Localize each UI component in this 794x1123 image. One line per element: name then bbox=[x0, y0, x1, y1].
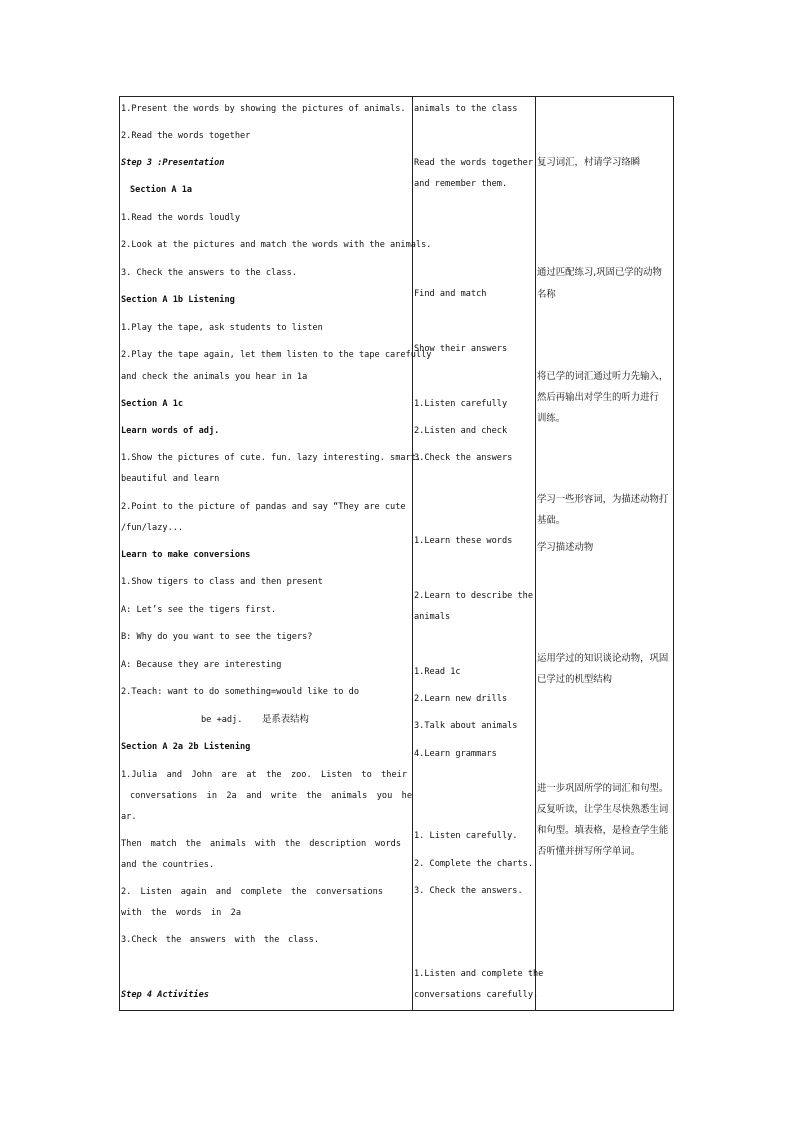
text-line: /fun/lazy... bbox=[121, 523, 184, 533]
text-line: 4.Learn grammars bbox=[414, 749, 497, 759]
text-line: 1.Learn these words bbox=[414, 536, 513, 546]
text-line: 1.Listen and complete the bbox=[414, 969, 544, 979]
text-line-chinese: 进一步巩固所学的词汇和句型。 bbox=[537, 783, 669, 794]
text-line: 1.Listen carefully bbox=[414, 399, 508, 409]
column-divider bbox=[535, 97, 536, 1010]
text-line: 2.Learn new drills bbox=[414, 694, 508, 704]
text-line: 1. Listen carefully. bbox=[414, 831, 518, 841]
text-line: Then match the animals with the description words bbox=[121, 839, 401, 849]
text-line-chinese: 运用学过的知识谈论动物，巩固 bbox=[537, 653, 669, 664]
text-line: beautiful and learn bbox=[121, 474, 220, 484]
text-line: and check the animals you hear in 1a bbox=[121, 372, 308, 382]
text-line: 2. Listen again and complete the conversations bbox=[121, 887, 383, 897]
step-heading: Step 4 Activities bbox=[121, 990, 209, 1000]
text-line-chinese: 通过匹配练习,巩固已学的动物 bbox=[537, 267, 662, 278]
text-line: with the words in 2a bbox=[121, 908, 241, 918]
text-line: and remember them. bbox=[414, 179, 508, 189]
text-line-chinese: 将已学的词汇通过听力先输入， bbox=[537, 371, 669, 382]
text-line: 3. Check the answers. bbox=[414, 886, 523, 896]
text-line: and the countries. bbox=[121, 860, 215, 870]
text-line: 3.Check the answers bbox=[414, 453, 513, 463]
text-line: 3.Talk about animals bbox=[414, 721, 518, 731]
design-intent-column bbox=[537, 97, 674, 1010]
text-line-chinese: 是系表结构 bbox=[262, 714, 309, 725]
text-line: 2.Teach: want to do something=would like to do bbox=[121, 687, 359, 697]
text-line-chinese: 复习词汇，村请学习络瞬 bbox=[537, 157, 641, 168]
section-heading: Section A 1b Listening bbox=[121, 295, 235, 305]
text-line: conversations carefully. bbox=[414, 990, 539, 1000]
text-line: animals bbox=[414, 612, 451, 622]
teacher-activities-column bbox=[121, 97, 432, 1010]
text-line: 1.Show the pictures of cute. fun. lazy interesting. smart. bbox=[121, 453, 422, 463]
text-line: Find and match bbox=[414, 289, 487, 299]
text-line: Show their answers bbox=[414, 344, 508, 354]
section-heading: Section A 1c bbox=[121, 399, 184, 409]
text-line: 2. Complete the charts. bbox=[414, 859, 533, 869]
text-line: 2.Learn to describe the bbox=[414, 591, 533, 601]
text-line-chinese: 然后再输出对学生的听力进行 bbox=[537, 392, 659, 403]
text-line: 2.Read the words together bbox=[121, 131, 251, 141]
text-line: 1.Play the tape, ask students to listen bbox=[121, 323, 323, 333]
text-line: 1.Julia and John are at the zoo. Listen to their bbox=[121, 770, 407, 780]
section-heading: Section A 2a 2b Listening bbox=[121, 742, 251, 752]
text-line-chinese: 训练。 bbox=[537, 413, 566, 424]
text-line: 2.Look at the pictures and match the words with the animals. bbox=[121, 240, 432, 250]
sub-heading: Learn to make conversions bbox=[121, 550, 251, 560]
text-line: B: Why do you want to see the tigers? bbox=[121, 632, 313, 642]
student-activities-column bbox=[414, 97, 544, 1010]
text-line: A: Because they are interesting bbox=[121, 660, 282, 670]
text-line-chinese: 已学过的机型结构 bbox=[537, 674, 613, 685]
text-line: animals to the class bbox=[414, 104, 518, 114]
text-line: ar. bbox=[121, 812, 137, 822]
text-line: Read the words together bbox=[414, 158, 533, 168]
text-line: A: Let’s see the tigers first. bbox=[121, 605, 277, 615]
text-line-chinese: 学习描述动物 bbox=[537, 542, 594, 553]
text-line: 1.Read the words loudly bbox=[121, 213, 240, 223]
text-line: 3. Check the answers to the class. bbox=[121, 268, 297, 278]
text-line: conversations in 2a and write the animals you he bbox=[130, 791, 412, 801]
text-line-chinese: 和句型。填表格，是检查学生能 bbox=[537, 825, 669, 836]
lesson-plan-table bbox=[119, 96, 674, 1011]
sub-heading: Learn words of adj. bbox=[121, 426, 220, 436]
section-heading: Section A 1a bbox=[130, 185, 193, 195]
text-line: 2.Play the tape again, let them listen to the tape carefully bbox=[121, 350, 432, 360]
text-line: 2.Point to the picture of pandas and say “They are cute bbox=[121, 502, 406, 512]
text-line-chinese: 基础。 bbox=[537, 515, 566, 526]
column-divider bbox=[412, 97, 413, 1010]
text-line: 1.Present the words by showing the pictures of animals. bbox=[121, 104, 406, 114]
step-heading: Step 3 :Presentation bbox=[121, 158, 225, 168]
text-line: 2.Listen and check bbox=[414, 426, 508, 436]
text-line-chinese: 名称 bbox=[537, 289, 556, 300]
text-line: 3.Check the answers with the class. bbox=[121, 935, 319, 945]
text-line-chinese: 学习一些形容词，为描述动物打 bbox=[537, 494, 669, 505]
text-line: 1.Read 1c bbox=[414, 667, 461, 677]
text-line: 1.Show tigers to class and then present bbox=[121, 577, 323, 587]
text-line-chinese: 否听懂并拼写所学单词。 bbox=[537, 846, 641, 857]
text-line: be +adj. bbox=[201, 715, 243, 725]
text-line-chinese: 反复听读，让学生尽快熟悉生词 bbox=[537, 804, 669, 815]
